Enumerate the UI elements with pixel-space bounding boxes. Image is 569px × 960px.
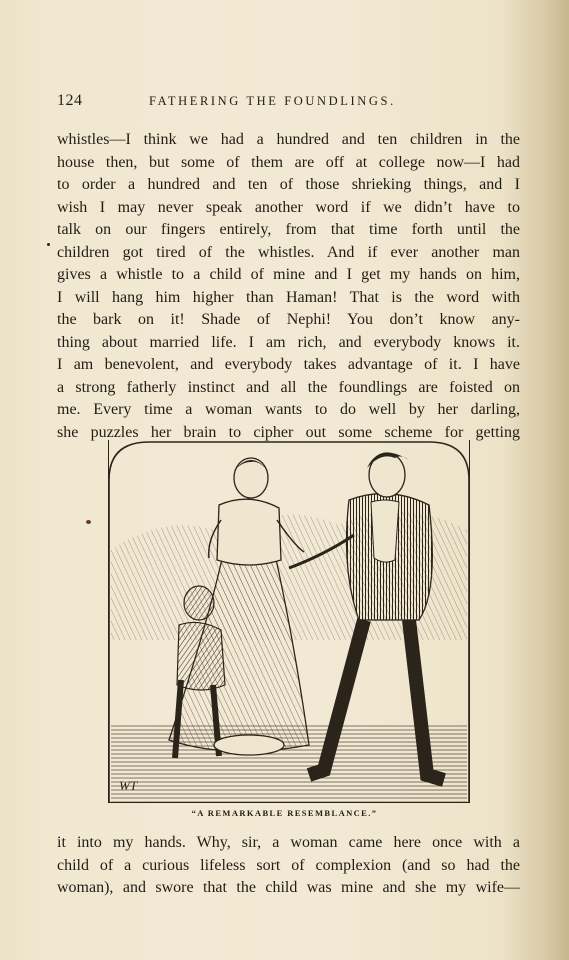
wash-basin	[214, 735, 284, 755]
ink-speck	[86, 520, 91, 524]
monogram-text: WT	[119, 778, 138, 793]
man-shirt	[371, 500, 399, 562]
text-line: gives a whistle to a child of mine and I get my hands on him,	[57, 266, 520, 283]
text-line: children got tired of the whistles. And if ever another man	[57, 243, 520, 261]
text-line: I am benevolent, and everybody takes advantage of it. I have	[57, 356, 520, 373]
text-line: me. Every time a woman wants to do well by her darling,	[57, 401, 520, 418]
child-body	[177, 622, 225, 690]
text-line: whistles—I think we had a hundred and ten children in the	[57, 131, 520, 148]
page-number: 124	[57, 92, 83, 109]
figure-caption: “A REMARKABLE RESEMBLANCE.”	[191, 808, 378, 818]
text-line: wish I may never speak another word if we didn’t have to	[57, 198, 520, 216]
text-line: the bark on it! Shade of Nephi! You don’t know any-	[57, 311, 520, 328]
text-line: she puzzles her brain to cipher out some scheme for getting	[57, 423, 520, 441]
text-line: to order a hundred and ten of those shrieking things, and I	[57, 176, 520, 193]
text-line: child of a curious lifeless sort of complexion (and so had the	[57, 856, 520, 874]
engraving-artwork	[109, 440, 469, 802]
child-head	[184, 586, 214, 620]
text-line: a strong fatherly instinct and all the foundlings are foisted on	[57, 378, 520, 396]
body-text-top	[57, 129, 520, 444]
page-header	[57, 92, 517, 112]
ink-speck	[47, 243, 50, 246]
woman-head	[234, 458, 268, 498]
text-line: woman), and swore that the child was mine and she my wife—	[57, 879, 520, 896]
running-head: FATHERING THE FOUNDLINGS.	[149, 94, 396, 108]
woman-bodice	[217, 499, 281, 565]
text-line: it into my hands. Why, sir, a woman came here once with a	[57, 834, 520, 851]
engraving-illustration	[108, 440, 470, 803]
text-line: thing about married life. I am rich, and everybody knows it.	[57, 333, 520, 351]
text-line: talk on our fingers entirely, from that time forth until the	[57, 221, 520, 238]
text-line: I will hang him higher than Haman! That is the word with	[57, 288, 520, 306]
text-line: house then, but some of them are off at college now—I had	[57, 153, 520, 171]
body-text-bottom	[57, 832, 520, 900]
